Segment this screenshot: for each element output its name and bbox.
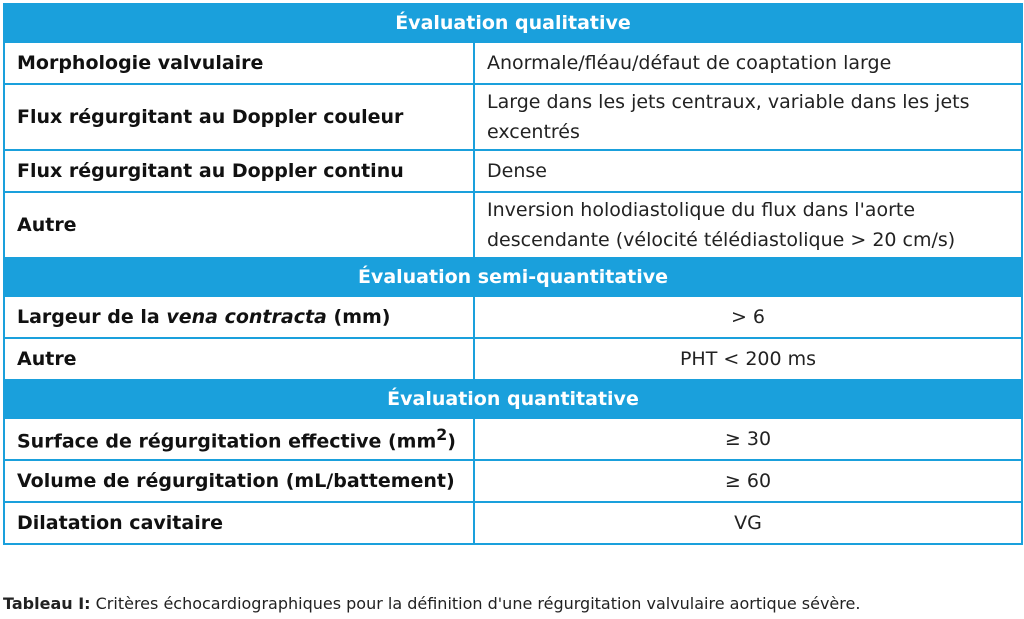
row-value-autre-semi: PHT < 200 ms xyxy=(474,338,1022,380)
table-row xyxy=(4,338,1022,380)
section-title-quantitative: Évaluation quantitative xyxy=(4,380,1022,418)
row-label-autre-semi: Autre xyxy=(4,338,474,380)
row-label-vena-contracta xyxy=(4,296,474,338)
row-label-doppler-couleur: Flux régurgitant au Doppler couleur xyxy=(4,84,474,150)
label-italic: vena contracta xyxy=(166,306,327,328)
row-label-surface xyxy=(4,418,474,460)
section-header-quantitative xyxy=(4,380,1022,418)
row-label-autre-qualitative: Autre xyxy=(4,192,474,258)
section-header-qualitative xyxy=(4,4,1022,42)
section-title-semi-quantitative: Évaluation semi-quantitative xyxy=(4,258,1022,296)
label-superscript: 2 xyxy=(436,425,448,445)
row-value-autre-qualitative: Inversion holodiastolique du flux dans l'aorte descendante (vélocité télédiastolique > 20 cm/s) xyxy=(474,192,1022,258)
row-value-surface: ≥ 30 xyxy=(474,418,1022,460)
row-value-doppler-continu: Dense xyxy=(474,150,1022,192)
table-row xyxy=(4,296,1022,338)
table-row xyxy=(4,150,1022,192)
row-value-vena-contracta: > 6 xyxy=(474,296,1022,338)
row-value-dilatation: VG xyxy=(474,502,1022,544)
label-suffix: ) xyxy=(447,430,456,453)
section-title-qualitative: Évaluation qualitative xyxy=(4,4,1022,42)
row-value-morphologie: Anormale/fléau/défaut de coaptation large xyxy=(474,42,1022,84)
row-label-morphologie: Morphologie valvulaire xyxy=(4,42,474,84)
section-header-semi-quantitative xyxy=(4,258,1022,296)
table-caption xyxy=(3,594,860,613)
row-label-dilatation: Dilatation cavitaire xyxy=(4,502,474,544)
table-row xyxy=(4,418,1022,460)
row-value-volume: ≥ 60 xyxy=(474,460,1022,502)
row-label-volume: Volume de régurgitation (mL/battement) xyxy=(4,460,474,502)
label-prefix: Largeur de la xyxy=(17,306,167,328)
row-label-doppler-continu: Flux régurgitant au Doppler continu xyxy=(4,150,474,192)
table-row xyxy=(4,460,1022,502)
table-row xyxy=(4,192,1022,258)
row-value-doppler-couleur: Large dans les jets centraux, variable dans les jets excentrés xyxy=(474,84,1022,150)
table-row xyxy=(4,502,1022,544)
label-suffix: (mm) xyxy=(326,306,391,328)
caption-text: Critères échocardiographiques pour la définition d'une régurgitation valvulaire aortique sévère. xyxy=(90,594,861,613)
criteria-table xyxy=(3,3,1023,545)
table-row xyxy=(4,42,1022,84)
label-text: Surface de régurgitation effective (mm xyxy=(17,430,437,453)
table-row xyxy=(4,84,1022,150)
caption-label: Tableau I: xyxy=(3,594,91,613)
